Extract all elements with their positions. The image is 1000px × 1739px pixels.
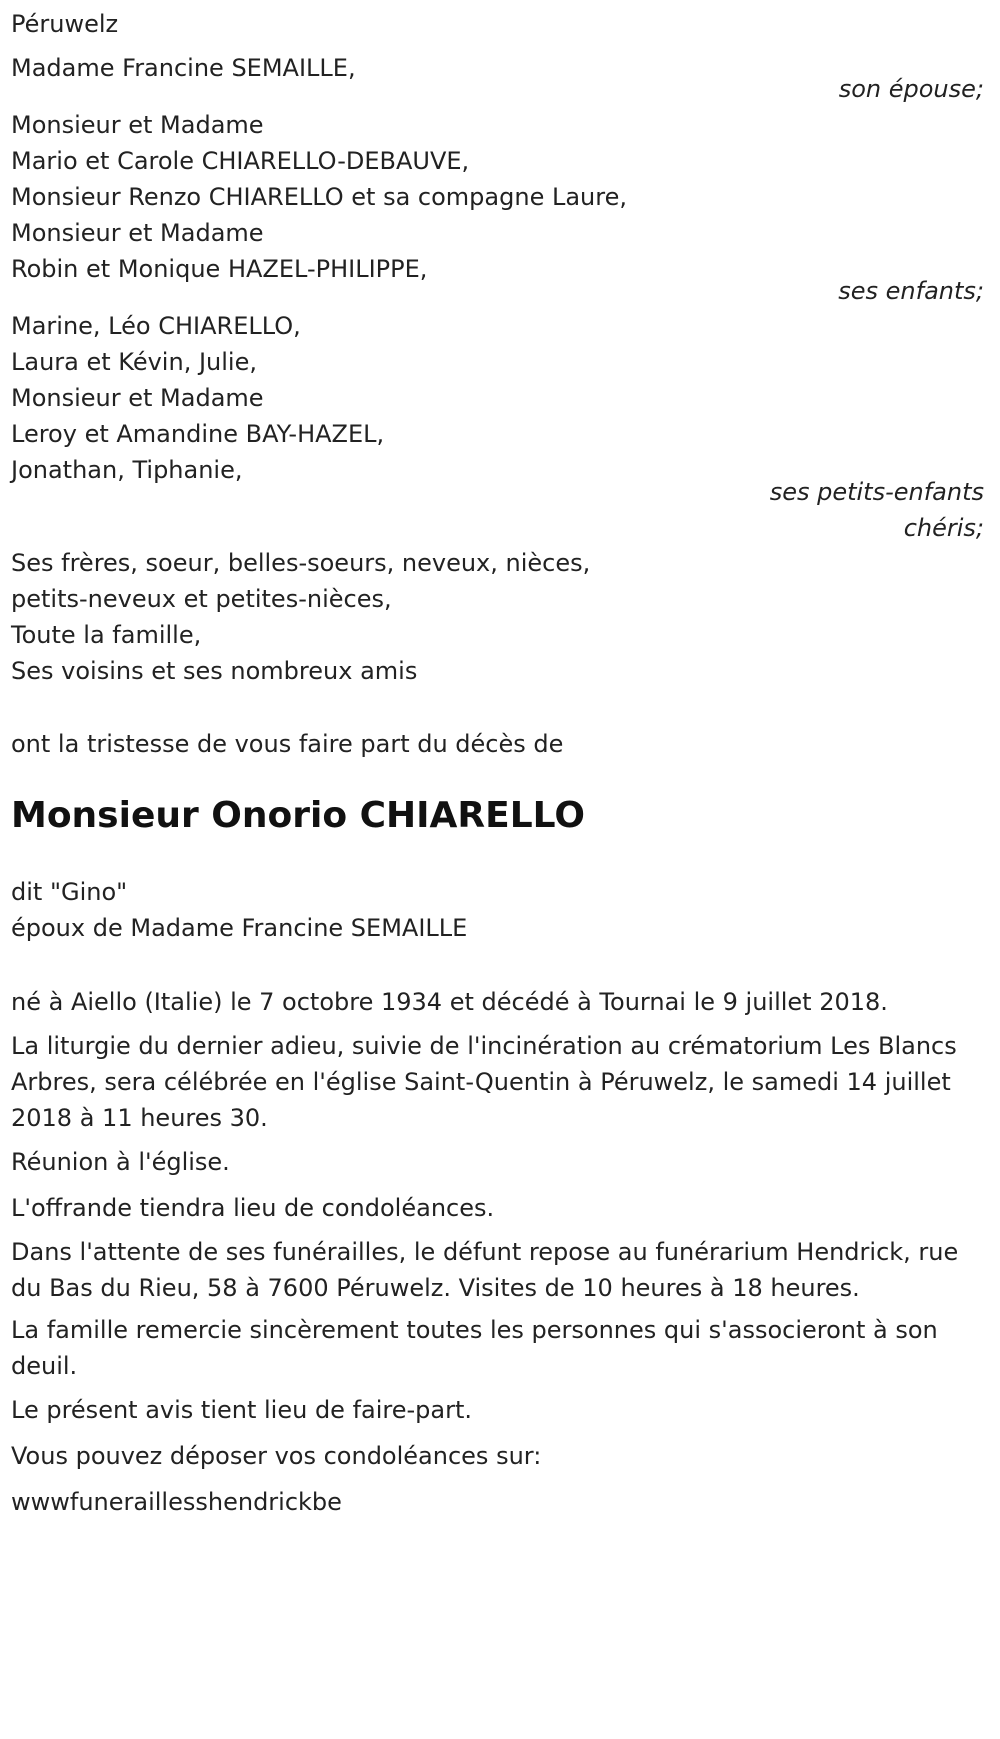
list-item: Toute la famille, <box>11 621 202 649</box>
family-list <box>11 543 590 691</box>
funerarium-text: Dans l'attente de ses funérailles, le défunt repose au funérarium Hendrick, rue du Bas du Rieu, 58 à 7600 Péruwelz. Visites de 10 heures à 18 heures. <box>11 1238 959 1302</box>
thanks-text: La famille remercie sincèrement toutes les personnes qui s'associeront à son deuil. <box>11 1316 938 1380</box>
birth-death-text: né à Aiello (Italie) le 7 octobre 1934 et décédé à Tournai le 9 juillet 2018. <box>11 988 888 1016</box>
deceased-spouse-of: époux de Madame Francine SEMAILLE <box>11 914 468 942</box>
list-item: Monsieur et Madame <box>11 111 264 139</box>
grandchildren-list <box>11 306 384 490</box>
deceased-name: Monsieur Onorio CHIARELLO <box>11 795 585 836</box>
grandchildren-relation-line1: ses petits-enfants <box>769 478 984 506</box>
children-relation: ses enfants; <box>838 277 984 305</box>
details-section <box>11 982 986 1522</box>
condolences-text: Vous pouvez déposer vos condoléances sur: <box>11 1442 542 1470</box>
liturgy-text: La liturgie du dernier adieu, suivie de l'incinération au crématorium Les Blancs Arbres, sera célébrée en l'église Saint-Quentin à Péruwelz, le samedi 14 juillet 2018 à 11 heures 30. <box>11 1032 957 1132</box>
meeting-text: Réunion à l'église. <box>11 1148 230 1176</box>
children-list <box>11 105 627 289</box>
notice-text: Le présent avis tient lieu de faire-part. <box>11 1396 473 1424</box>
spouse-relation: son épouse; <box>838 75 984 103</box>
list-item: Mario et Carole CHIARELLO-DEBAUVE, <box>11 147 470 175</box>
list-item: Marine, Léo CHIARELLO, <box>11 312 301 340</box>
list-item: Monsieur et Madame <box>11 219 264 247</box>
list-item: Ses frères, soeur, belles-soeurs, neveux, nièces, <box>11 549 591 577</box>
grandchildren-relation-line2: chéris; <box>903 514 984 542</box>
offering-text: L'offrande tiendra lieu de condoléances. <box>11 1194 495 1222</box>
announcement-text: ont la tristesse de vous faire part du décès de <box>11 730 564 758</box>
location-header: Péruwelz <box>11 10 119 38</box>
list-item: petits-neveux et petites-nièces, <box>11 585 392 613</box>
spouse-name: Madame Francine SEMAILLE, <box>11 54 356 82</box>
list-item: Monsieur et Madame <box>11 384 264 412</box>
deceased-nickname: dit "Gino" <box>11 878 128 906</box>
list-item: Leroy et Amandine BAY-HAZEL, <box>11 420 385 448</box>
website-link[interactable]: wwwfuneraillesshendrickbe <box>11 1488 342 1516</box>
list-item: Robin et Monique HAZEL-PHILIPPE, <box>11 255 428 283</box>
list-item: Ses voisins et ses nombreux amis <box>11 657 418 685</box>
list-item: Monsieur Renzo CHIARELLO et sa compagne Laure, <box>11 183 627 211</box>
list-item: Jonathan, Tiphanie, <box>11 456 243 484</box>
list-item: Laura et Kévin, Julie, <box>11 348 257 376</box>
